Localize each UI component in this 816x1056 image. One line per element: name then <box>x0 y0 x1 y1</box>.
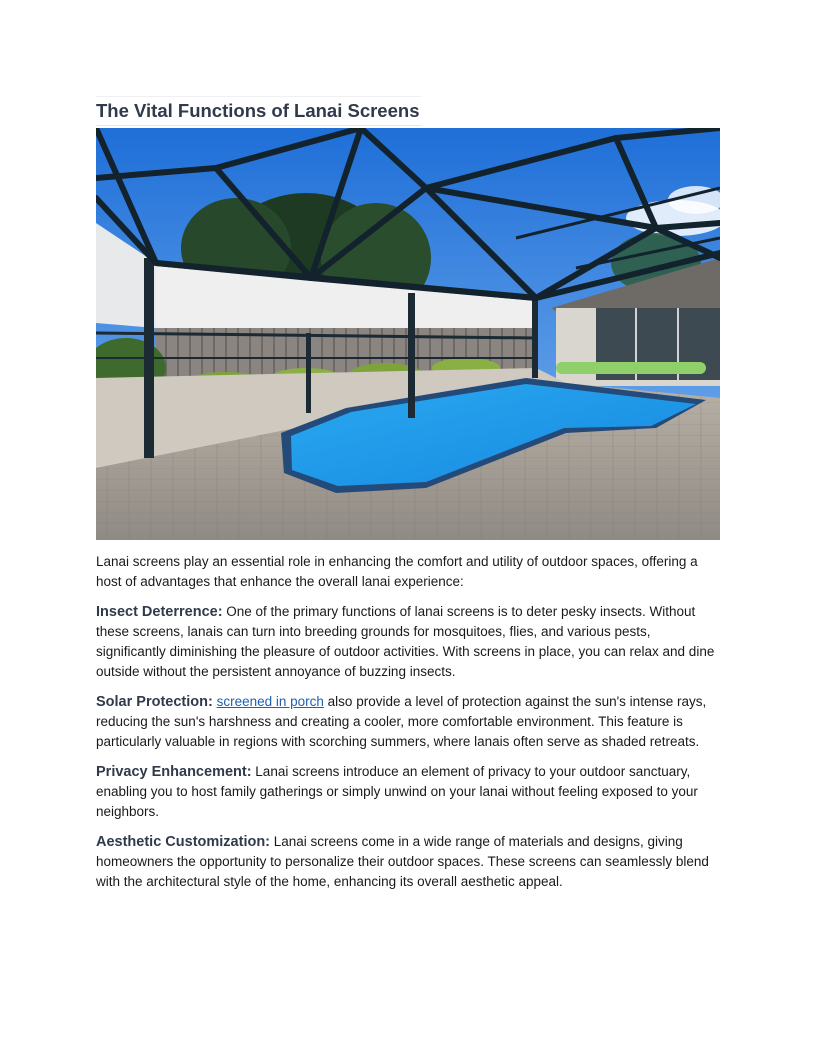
section-text-aesthetic-customization: Lanai screens come in a wide range of materials and designs, giving homeowners the opportunity to personalize their outdoor spaces. These screens can seamlessly blend with the architectural style of the home, enhancing its overall aesthetic appeal. <box>96 834 709 889</box>
section-text-privacy-enhancement: Lanai screens introduce an element of privacy to your outdoor sanctuary, enabling you to host family gatherings or simply unwind on your lanai without feeling exposed to your neighbors. <box>96 764 698 819</box>
pool-enclosure-photo <box>96 128 720 540</box>
intro-paragraph: Lanai screens play an essential role in enhancing the comfort and utility of outdoor spaces, offering a host of advantages that enhance the overall lanai experience: <box>96 554 698 589</box>
section-text-solar-protection: also provide a level of protection against the sun's intense rays, reducing the sun's harshness and creating a cooler, more comfortable environment. This feature is particularly valuable in regions with scorching summers, where lanais often serve as shaded retreats. <box>96 694 707 749</box>
page-title: The Vital Functions of Lanai Screens <box>96 96 421 126</box>
section-solar-protection <box>96 692 720 752</box>
section-heading-insect-deterrence: Insect Deterrence: <box>96 604 223 620</box>
document-page <box>96 96 720 892</box>
section-aesthetic-customization <box>96 832 720 892</box>
section-privacy-enhancement <box>96 762 720 822</box>
section-heading-aesthetic-customization: Aesthetic Customization: <box>96 834 271 850</box>
section-heading-privacy-enhancement: Privacy Enhancement: <box>96 764 252 780</box>
section-insect-deterrence <box>96 602 720 682</box>
screened-in-porch-link[interactable]: screened in porch <box>216 694 324 709</box>
section-text-insect-deterrence: One of the primary functions of lanai screens is to deter pesky insects. Without these screens, lanais can turn into breeding grounds for mosquitoes, flies, and various pests, significantly diminishing the pleasure of outdoor activities. With screens in place, you can relax and dine outside without the persistent annoyance of buzzing insects. <box>96 604 715 679</box>
section-heading-solar-protection: Solar Protection: <box>96 694 213 710</box>
